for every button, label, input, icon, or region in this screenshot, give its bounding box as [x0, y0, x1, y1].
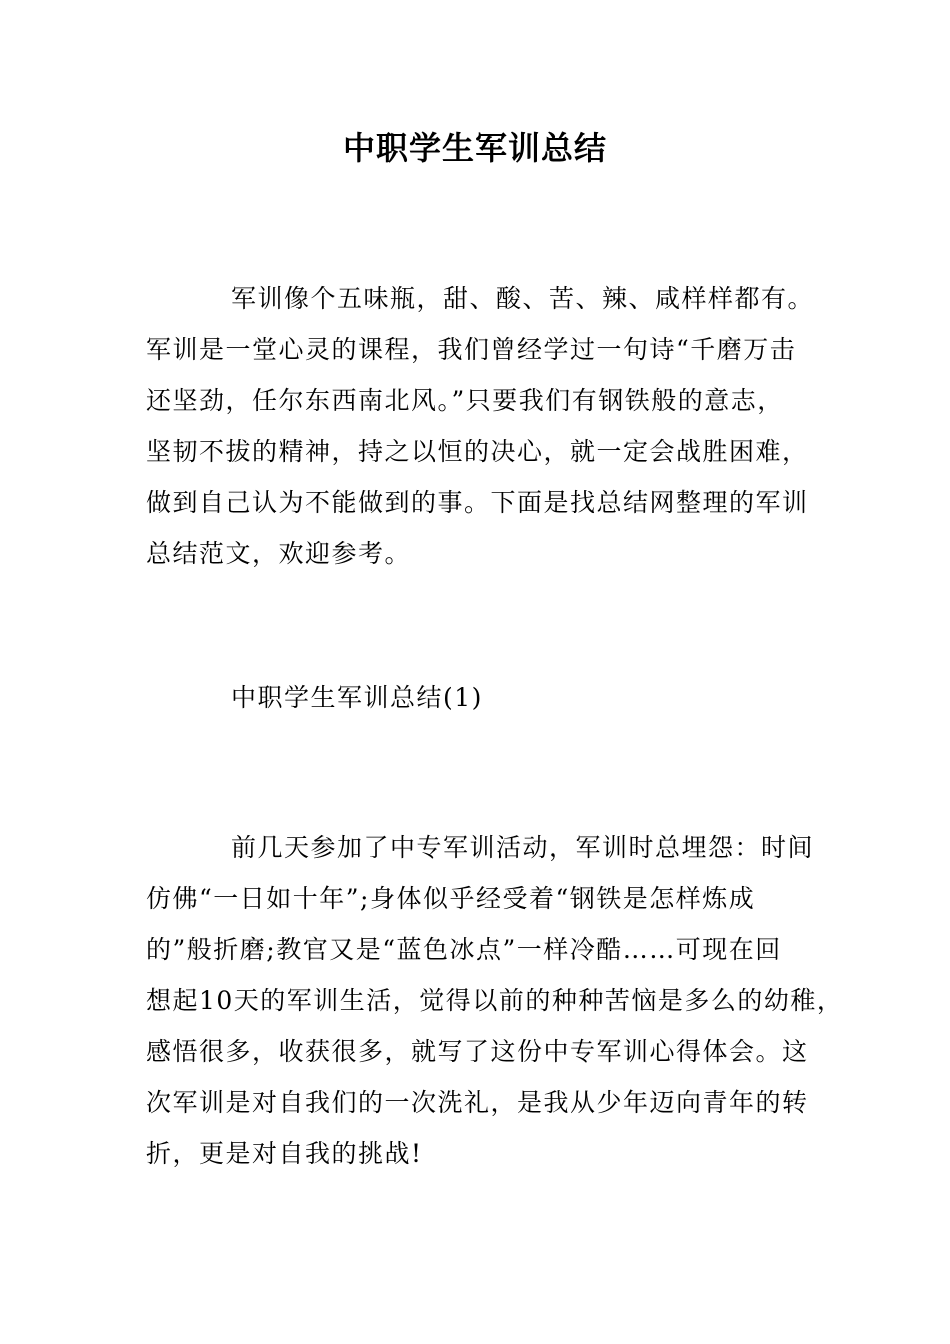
intro-paragraph: [146, 273, 815, 579]
article-line: 仿佛“一日如十年”;身体似乎经受着“钢铁是怎样炼成: [146, 884, 756, 913]
article-line: 前几天参加了中专军训活动，军训时总埋怨：时间: [231, 833, 815, 862]
document-title: 中职学生军训总结: [342, 129, 607, 167]
intro-line: 还坚劲，任尔东西南北风。”只要我们有钢铁般的意志，: [146, 386, 784, 415]
article-line: 的”般折磨;教官又是“蓝色冰点”一样冷酷……可现在回: [146, 935, 782, 964]
article-line: 次军训是对自我们的一次洗礼，是我从少年迈向青年的转: [146, 1088, 809, 1117]
intro-line: 做到自己认为不能做到的事。下面是找总结网整理的军训: [146, 488, 809, 517]
intro-line: 总结范文，欢迎参考。: [146, 539, 412, 568]
intro-line: 军训像个五味瓶，甜、酸、苦、辣、咸样样都有。: [231, 284, 815, 313]
intro-line: 坚韧不拔的精神，持之以恒的决心，就一定会战胜困难，: [146, 437, 809, 466]
article-paragraph: [146, 822, 844, 1179]
section-heading: [146, 672, 811, 723]
article-line: 感悟很多，收获很多，就写了这份中专军训心得体会。这: [146, 1037, 809, 1066]
article-line: 折，更是对自我的挑战!: [146, 1139, 423, 1168]
intro-line: 军训是一堂心灵的课程，我们曾经学过一句诗“千磨万击: [146, 335, 797, 364]
section-heading-text: 中职学生军训总结(1): [231, 683, 483, 712]
article-line: 想起10天的军训生活，觉得以前的种种苦恼是多么的幼稚，: [146, 986, 844, 1015]
